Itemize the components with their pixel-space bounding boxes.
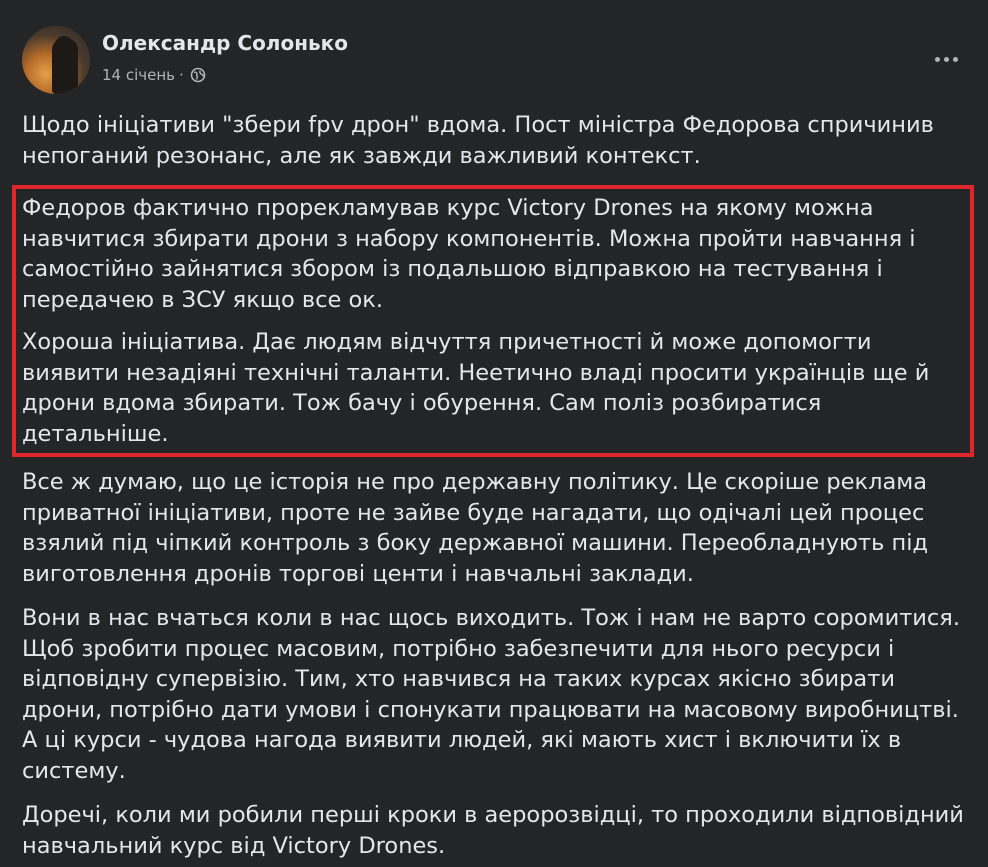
post-paragraph: Вони в нас вчаться коли в нас щось виходить. Тож і нам не варто соромитися. Щоб зробити процес масовим, потрібно забезпечити для нього ресурси і відповідну супервізію. Тим, хто навчився на таких курсах якісно збирати дрони, потрібно дати умови і спонукати працювати на масовому виробництві. А ці курси - чудова нагода виявити людей, які мають хист і включити їх в систему.	[22, 605, 960, 784]
post-paragraph: Щодо ініціативи "збери fpv дрон" вдома. Пост міністра Федорова спричинив непоганий резонанс, але як завжди важливий контекст.	[22, 112, 934, 169]
post-header	[22, 26, 966, 96]
post-meta	[102, 66, 206, 84]
post-paragraph: Все ж думаю, що це історія не про державну політику. Це скоріше реклама приватної ініціативи, проте не зайве буде нагадати, що одічалі цей процес взялий під чіпкий контроль з боку державної машини. Переобладнують під виготовлення дронів торгові центи і навчальні заклади.	[22, 469, 929, 587]
post-date[interactable]: 14 січень	[102, 66, 176, 84]
author-name[interactable]: Олександр Солонько	[102, 31, 348, 55]
more-dot	[953, 57, 958, 62]
post-paragraph: Федоров фактично прорекламував курс Victory Drones на якому можна навчитися збирати дрони з набору компонентів. Можна пройти навчання і самостійно зайнятися збором із подальшою відправкою на тестування і передачею в ЗСУ якщо все ок.	[22, 195, 916, 313]
more-dot	[935, 57, 940, 62]
post-paragraph: Хороша ініціатива. Дає людям відчуття причетності й може допомогти виявити незадіяні технічні таланти. Неетично владі просити українців ще й дрони вдома збирати. Тож бачу і обурення. Сам поліз розбиратися детальніше.	[22, 329, 930, 447]
more-options-icon[interactable]	[926, 44, 966, 74]
avatar-head	[55, 36, 73, 54]
globe-icon[interactable]	[190, 67, 206, 83]
more-dot	[944, 57, 949, 62]
post-paragraph: Доречі, коли ми робили перші кроки в аеророзвідці, то проходили відповідний навчальний курс від Victory Drones.	[22, 802, 964, 859]
highlight-box	[12, 185, 974, 457]
meta-separator: ·	[179, 66, 184, 84]
post-body	[22, 110, 972, 861]
author-avatar[interactable]	[22, 26, 90, 94]
